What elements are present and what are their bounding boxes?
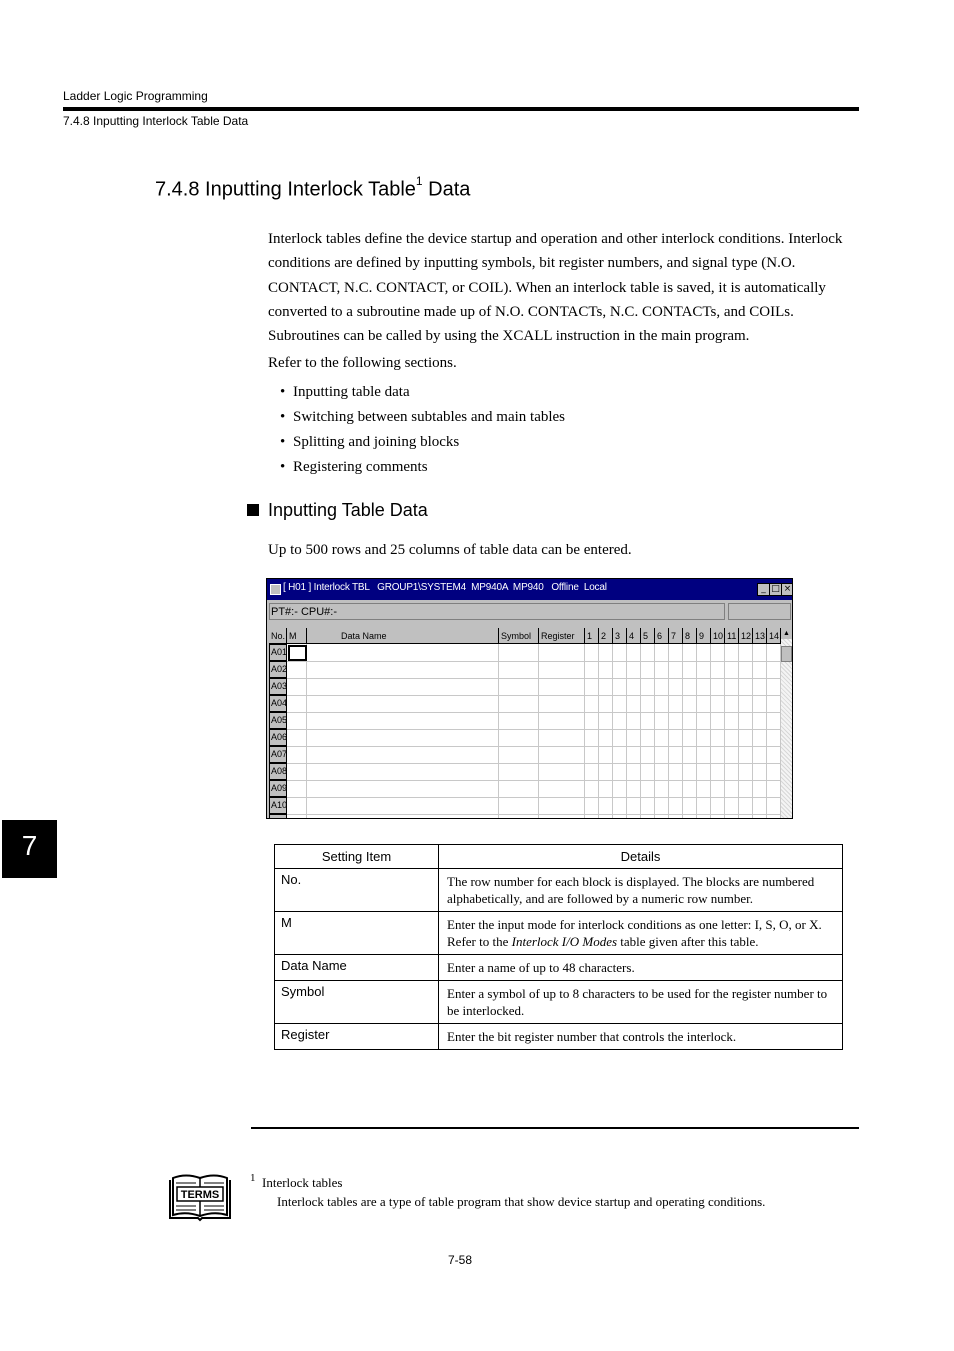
footnote-ref[interactable]: 1 <box>415 174 423 188</box>
selected-cell[interactable] <box>288 645 307 661</box>
col-header-13: 13 <box>753 628 767 644</box>
grid-line <box>682 644 683 819</box>
col-header-12: 12 <box>739 628 753 644</box>
grid-line <box>724 644 725 819</box>
setting-details: The row number for each block is displayed. The blocks are numbered alphabetically, and are followed by a numeric row number. <box>439 869 843 912</box>
footnote-rule <box>251 1127 859 1129</box>
header-setting-item: Setting Item <box>275 845 439 869</box>
grid-line <box>738 644 739 819</box>
section-title-text: 7.4.8 Inputting Interlock Table <box>155 178 416 201</box>
grid-line <box>498 644 499 819</box>
interlock-grid[interactable] <box>269 628 781 819</box>
row-label[interactable]: A09 <box>269 780 287 797</box>
close-button[interactable]: × <box>781 583 793 596</box>
minimize-button[interactable]: _ <box>757 583 770 596</box>
grid-line <box>287 780 781 781</box>
page-number: 7-58 <box>448 1253 473 1267</box>
section-title-tail: Data <box>422 178 471 201</box>
running-header-section: 7.4.8 Inputting Interlock Table Data <box>63 114 249 128</box>
details-italic: Interlock I/O Modes <box>511 934 618 949</box>
col-header-7: 7 <box>669 628 683 644</box>
col-header-8: 8 <box>683 628 697 644</box>
row-label[interactable]: A03 <box>269 678 287 695</box>
running-header-chapter: Ladder Logic Programming <box>63 89 208 103</box>
setting-items-table <box>274 844 843 1050</box>
row-label[interactable]: A04 <box>269 695 287 712</box>
setting-details <box>439 912 843 955</box>
setting-details: Enter a name of up to 48 characters. <box>439 955 843 981</box>
col-header-3: 3 <box>613 628 627 644</box>
grid-line <box>287 797 781 798</box>
square-bullet-icon <box>247 504 259 516</box>
setting-item: Symbol <box>275 981 439 1024</box>
grid-line <box>598 644 599 819</box>
col-header-1: 1 <box>585 628 599 644</box>
col-header-2: 2 <box>599 628 613 644</box>
scroll-thumb[interactable] <box>781 646 792 662</box>
grid-line <box>287 678 781 679</box>
grid-line <box>287 712 781 713</box>
section-list <box>280 380 565 480</box>
system-menu-icon[interactable] <box>270 584 281 595</box>
window-titlebar <box>267 579 792 600</box>
table-row <box>275 955 843 981</box>
interlock-table-window <box>266 578 793 819</box>
table-row <box>275 912 843 955</box>
window-title: [ H01 ] Interlock TBL GROUP1\SYSTEM4 MP940A MP940 Offline Local <box>283 582 607 593</box>
table-row <box>275 869 843 912</box>
intro-paragraph: Interlock tables define the device startup and operation and other interlock conditions. Interlock conditions are defined by inputting symbols, bit register numbers, and signal type (N.O. CONTACT, N.C. CONTACT, or COIL). When an interlock table is saved, it is automatically converted to a subroutine made up of N.O. CONTACTs, N.C. CONTACTs, and COILs. Subroutines can be called by using the XCALL instruction in the main program. <box>268 231 843 345</box>
col-header-symbol: Symbol <box>499 628 539 644</box>
list-item: • Inputting table data <box>280 380 565 405</box>
row-label[interactable]: A01 <box>269 644 287 661</box>
row-label[interactable]: A10 <box>269 797 287 814</box>
row-label[interactable]: A07 <box>269 746 287 763</box>
grid-line <box>696 644 697 819</box>
setting-item: Data Name <box>275 955 439 981</box>
subsection-title: Inputting Table Data <box>268 500 428 520</box>
setting-item: No. <box>275 869 439 912</box>
grid-line <box>640 644 641 819</box>
table-header-row <box>275 845 843 869</box>
subsection-text: Up to 500 rows and 25 columns of table data can be entered. <box>268 542 632 558</box>
col-header-data-name: Data Name <box>307 628 499 644</box>
table-row <box>275 1024 843 1050</box>
grid-line <box>306 644 307 819</box>
grid-line <box>710 644 711 819</box>
col-header-11: 11 <box>725 628 739 644</box>
terms-book-icon <box>168 1172 232 1222</box>
col-header-no: No. <box>269 628 287 644</box>
col-header-m: M <box>287 628 307 644</box>
details-text: table given after this table. <box>617 934 759 949</box>
status-field <box>728 603 791 620</box>
maximize-button[interactable]: □ <box>769 583 782 596</box>
chapter-tab: 7 <box>2 820 57 878</box>
header-details: Details <box>439 845 843 869</box>
grid-line <box>668 644 669 819</box>
list-item: • Splitting and joining blocks <box>280 430 565 455</box>
grid-line <box>626 644 627 819</box>
row-label[interactable]: A02 <box>269 661 287 678</box>
setting-details: Enter a symbol of up to 8 characters to be used for the register number to be interlocked. <box>439 981 843 1024</box>
details-text: Enter the input mode for interlock conditions as one letter: I, S, O, or X. Refer to the <box>447 917 822 949</box>
grid-line <box>538 644 539 819</box>
row-label[interactable]: A08 <box>269 763 287 780</box>
grid-line <box>584 644 585 819</box>
setting-details: Enter the bit register number that controls the interlock. <box>439 1024 843 1050</box>
vertical-scrollbar[interactable] <box>781 628 792 819</box>
header-rule <box>63 107 859 111</box>
row-label[interactable]: A05 <box>269 712 287 729</box>
table-row <box>275 981 843 1024</box>
footnote-text: Interlock tables are a type of table program that show device startup and operating conditions. <box>277 1194 766 1209</box>
col-header-register: Register <box>539 628 585 644</box>
row-label[interactable]: A06 <box>269 729 287 746</box>
grid-line <box>766 644 767 819</box>
col-header-4: 4 <box>627 628 641 644</box>
grid-line <box>287 746 781 747</box>
list-item: • Registering comments <box>280 455 565 480</box>
terms-label: TERMS <box>180 1189 220 1201</box>
refer-paragraph: Refer to the following sections. <box>268 355 457 371</box>
scroll-up-button[interactable]: ▲ <box>781 628 792 639</box>
col-header-14: 14 <box>767 628 781 644</box>
grid-line <box>752 644 753 819</box>
col-header-10: 10 <box>711 628 725 644</box>
pt-cpu-status: PT#:- CPU#:- <box>269 603 725 620</box>
row-label[interactable] <box>269 814 287 819</box>
footnote-number: 1 <box>250 1172 256 1184</box>
grid-line <box>654 644 655 819</box>
col-header-9: 9 <box>697 628 711 644</box>
grid-line <box>287 763 781 764</box>
grid-line <box>287 695 781 696</box>
col-header-5: 5 <box>641 628 655 644</box>
grid-line <box>287 661 781 662</box>
grid-line <box>612 644 613 819</box>
footnote-title: Interlock tables <box>262 1175 343 1190</box>
setting-item: M <box>275 912 439 955</box>
grid-line <box>287 814 781 815</box>
section-title <box>155 174 471 202</box>
grid-line <box>287 729 781 730</box>
list-item: • Switching between subtables and main tables <box>280 405 565 430</box>
setting-item: Register <box>275 1024 439 1050</box>
col-header-6: 6 <box>655 628 669 644</box>
